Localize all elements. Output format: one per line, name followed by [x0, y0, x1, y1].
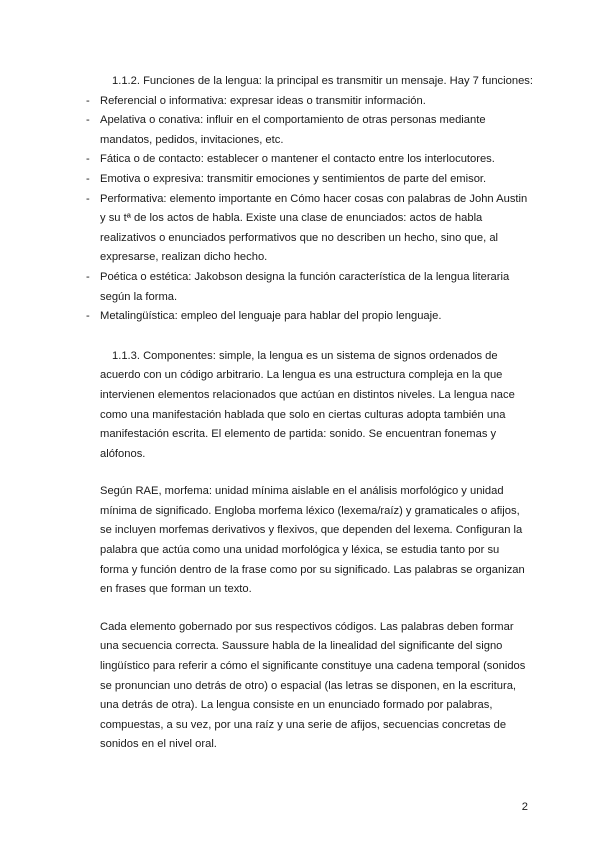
list-item-fatica	[86, 150, 528, 170]
list-item-poetica	[86, 268, 528, 307]
list-dash: -	[86, 172, 90, 185]
list-item-referencial	[86, 92, 528, 112]
list-item-text: Apelativa o conativa: influir en el comportamiento de otras personas mediante mandatos, pedidos, invitaciones, etc.	[100, 114, 486, 146]
list-item-text: Performativa: elemento importante en Cómo hacer cosas con palabras de John Austin y su tª de los actos de habla. Existe una clase de enunciados: actos de habla realizativos o enunciados performativos que no describen un hecho, sino que, al expresarse, realizan dicho hecho.	[100, 192, 528, 264]
list-item-text: Referencial o informativa: expresar ideas o transmitir información.	[100, 94, 426, 107]
list-dash: -	[86, 192, 90, 205]
list-item-apelativa	[86, 111, 528, 150]
page-number: 2	[521, 801, 528, 813]
list-dash: -	[86, 153, 90, 166]
list-item-text: Metalingüística: empleo del lenguaje para hablar del propio lenguaje.	[100, 310, 442, 323]
list-dash: -	[86, 94, 90, 107]
paragraph-componentes: 1.1.3. Componentes: simple, la lengua es un sistema de signos ordenados de acuerdo con un código arbitrario. La lengua es una estructura compleja en la que intervienen elementos relacionados que actúan en distintos niveles. La lengua nace como una manifestación hablada que solo en ciertas culturas adopta también una manifestación escrita. El elemento de partida: sonido. Se encuentran fonemas y alófonos.	[100, 349, 515, 460]
list-item-text: Emotiva o expresiva: transmitir emociones y sentimientos de parte del emisor.	[100, 172, 487, 185]
list-item-performativa	[86, 190, 528, 268]
spacer	[100, 600, 528, 618]
functions-list	[86, 92, 528, 327]
list-dash: -	[86, 310, 90, 323]
spacer	[100, 464, 528, 482]
list-dash: -	[86, 270, 90, 283]
paragraph-codigos: Cada elemento gobernado por sus respectivos códigos. Las palabras deben formar una secuencia correcta. Saussure habla de la linealidad del significante del signo lingüístico para referir a cómo el significante constituye una cadena temporal (sonidos se pronuncian uno detrás de otro) o espacial (las letras se disponen, en la escritura, una detrás de otra). La lengua consiste en un enunciado formado por palabras, compuestas, a su vez, por una raíz y una serie de afijos, secuencias concretas de sonidos en el nivel oral.	[100, 620, 526, 751]
list-item-text: Fática o de contacto: establecer o mantener el contacto entre los interlocutores.	[100, 153, 495, 166]
list-item-metalinguistica	[86, 307, 528, 327]
list-item-emotiva	[86, 170, 528, 190]
spacer	[100, 327, 528, 347]
section-heading-functions: 1.1.2. Funciones de la lengua: la principal es transmitir un mensaje. Hay 7 funciones:	[112, 75, 534, 87]
list-item-text: Poética o estética: Jakobson designa la función característica de la lengua literaria según la forma.	[100, 270, 510, 303]
paragraph-morfema: Según RAE, morfema: unidad mínima aislable en el análisis morfológico y unidad mínima de significado. Engloba morfema léxico (lexema/raíz) y gramaticales o afijos, se incluyen morfemas derivativos y flexivos, que dependen del lexema. Configuran la palabra que actúa como una unidad morfológica y léxica, se estudia tanto por su forma y función dentro de la frase como por su significado. Las palabras se organizan en frases que forman un texto.	[100, 485, 525, 596]
page-body	[86, 72, 534, 755]
list-dash: -	[86, 114, 90, 127]
